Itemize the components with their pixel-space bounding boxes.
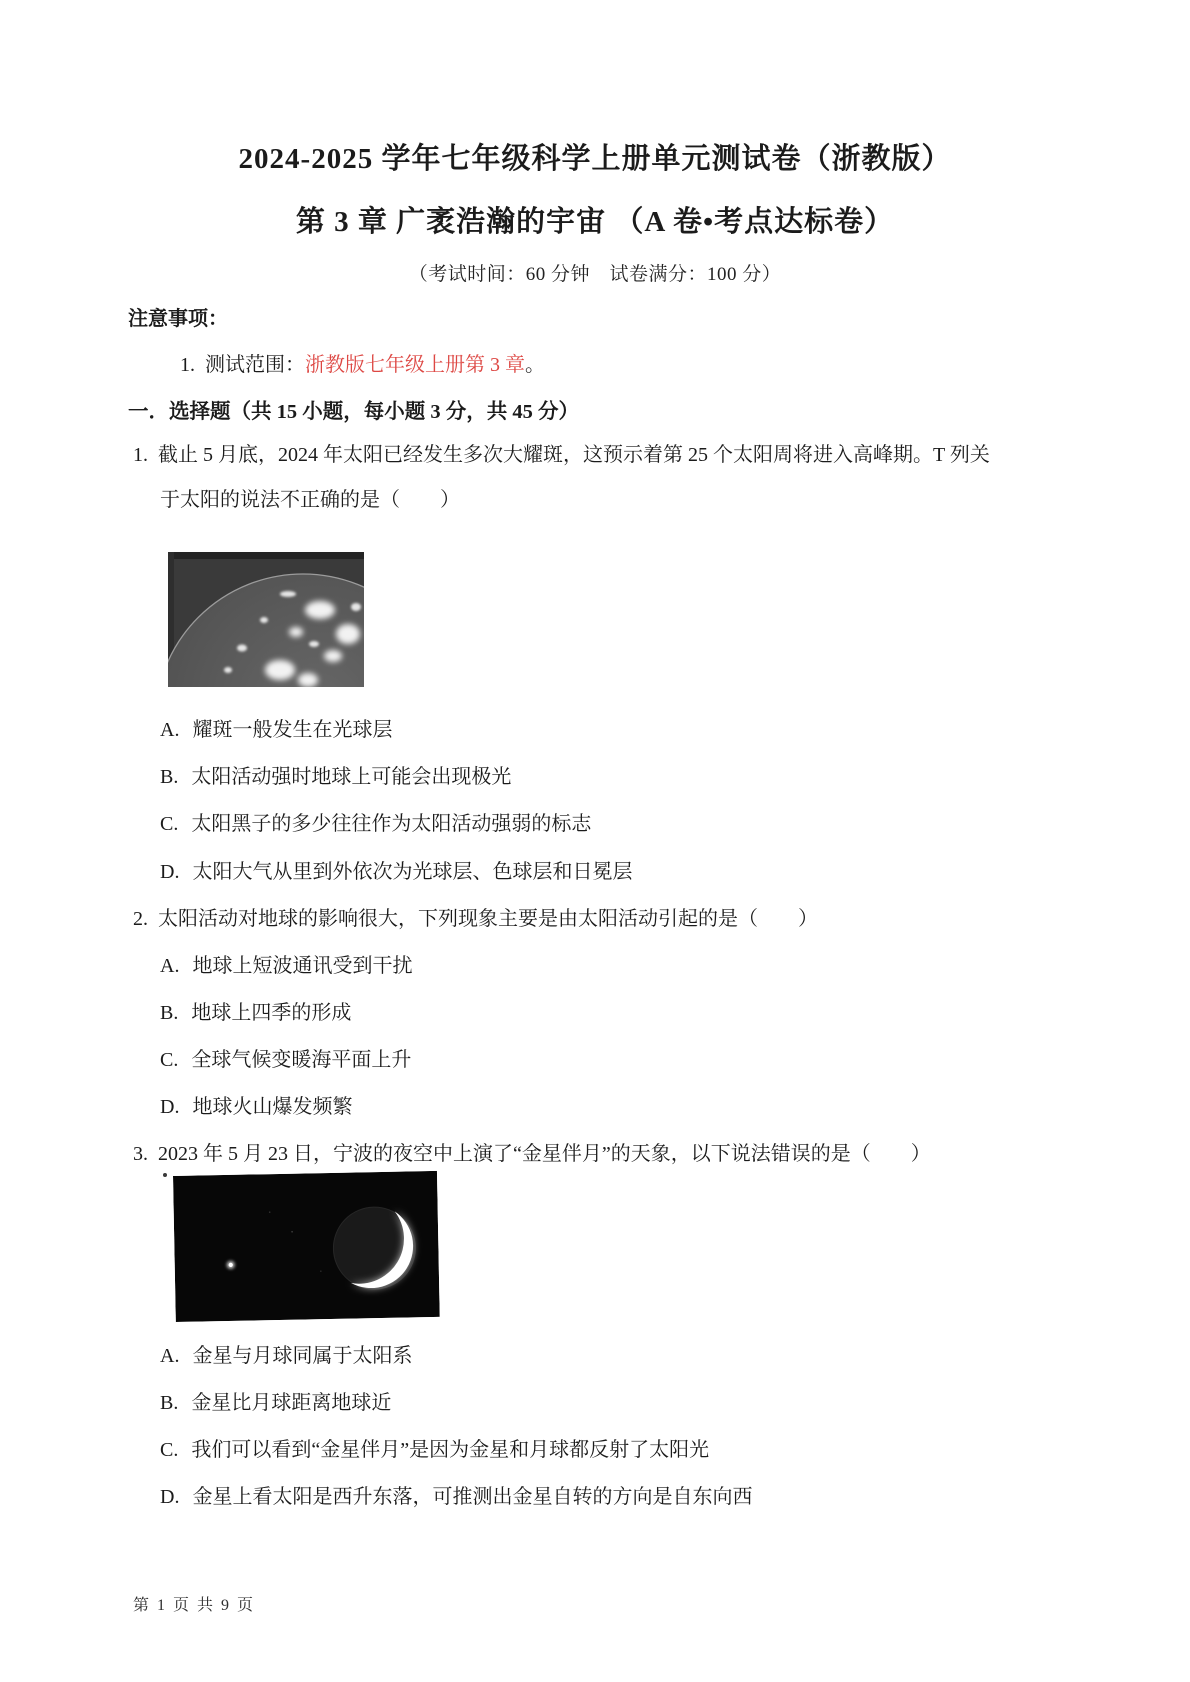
question-2-number: 2.	[133, 908, 148, 930]
question-3-number: 3.	[133, 1143, 148, 1165]
option-text: 金星比月球距离地球近	[191, 1392, 392, 1414]
note-item-1	[180, 348, 545, 377]
note-period: 。	[525, 354, 545, 376]
option-label: B.	[160, 766, 179, 788]
question-1-text: 截止 5 月底，2024 年太阳已经发生多次大耀斑，这预示着第 25 个太阳周将进入高峰期。T 列关	[158, 444, 990, 466]
photo-corner-speck	[163, 1173, 167, 1177]
page-footer: 第 1 页 共 9 页	[133, 1597, 256, 1614]
option-text: 太阳黑子的多少往往作为太阳活动强弱的标志	[191, 813, 592, 835]
question-3-option-b	[160, 1386, 391, 1415]
question-3-option-c	[160, 1433, 709, 1462]
question-1-option-a	[160, 713, 392, 742]
question-2-option-d	[160, 1090, 352, 1119]
question-2-option-b	[160, 996, 351, 1025]
question-1-option-c	[160, 807, 591, 836]
question-3-option-a	[160, 1339, 412, 1368]
option-label: A.	[160, 955, 180, 977]
notes-heading: 注意事项：	[128, 308, 228, 330]
option-text: 金星上看太阳是西升东落，可推测出金星自转的方向是自东向西	[192, 1486, 753, 1508]
option-text: 太阳大气从里到外依次为光球层、色球层和日冕层	[192, 861, 633, 883]
option-label: D.	[160, 861, 180, 883]
question-2-option-c	[160, 1043, 411, 1072]
exam-title: 2024-2025 学年七年级科学上册单元测试卷（浙教版）	[238, 143, 952, 175]
option-text: 太阳活动强时地球上可能会出现极光	[191, 766, 512, 788]
option-label: C.	[160, 1049, 179, 1071]
exam-meta: （考试时间：60 分钟 试卷满分：100 分）	[408, 264, 782, 285]
option-label: B.	[160, 1392, 179, 1414]
question-3-text: 2023 年 5 月 23 日，宁波的夜空中上演了“金星伴月”的天象，以下说法错误的是（ ）	[158, 1143, 931, 1165]
option-text: 全球气候变暖海平面上升	[191, 1049, 412, 1071]
question-1-stem-line-2: 于太阳的说法不正确的是（ ）	[160, 489, 460, 511]
question-3-option-d	[160, 1480, 752, 1509]
question-1-stem-line-1	[133, 438, 990, 467]
question-1-option-b	[160, 760, 511, 789]
option-text: 耀斑一般发生在光球层	[192, 719, 393, 741]
option-label: C.	[160, 813, 179, 835]
question-1-number: 1.	[133, 444, 148, 466]
question-2-stem	[133, 902, 818, 931]
option-text: 金星与月球同属于太阳系	[192, 1345, 413, 1367]
option-label: D.	[160, 1486, 180, 1508]
section-1-heading: 一．选择题（共 15 小题，每小题 3 分，共 45 分）	[128, 401, 579, 423]
option-label: A.	[160, 1345, 180, 1367]
option-text: 地球上四季的形成	[191, 1002, 352, 1024]
option-label: B.	[160, 1002, 179, 1024]
note-label: 测试范围：	[205, 354, 305, 376]
option-label: C.	[160, 1439, 179, 1461]
option-text: 地球上短波通讯受到干扰	[192, 955, 413, 977]
option-text: 我们可以看到“金星伴月”是因为金星和月球都反射了太阳光	[191, 1439, 710, 1461]
moon-venus-photo	[173, 1171, 440, 1322]
question-3-stem	[133, 1137, 931, 1166]
exam-subtitle: 第 3 章 广袤浩瀚的宇宙 （A 卷•考点达标卷）	[295, 206, 895, 238]
question-2-text: 太阳活动对地球的影响很大，下列现象主要是由太阳活动引起的是（ ）	[158, 908, 818, 930]
option-label: D.	[160, 1096, 180, 1118]
note-number: 1.	[180, 354, 195, 376]
question-2-option-a	[160, 949, 412, 978]
option-text: 地球火山爆发频繁	[192, 1096, 353, 1118]
question-1-option-d	[160, 855, 632, 884]
sun-flare-photo	[168, 552, 364, 687]
note-scope-highlight: 浙教版七年级上册第 3 章	[305, 354, 525, 376]
option-label: A.	[160, 719, 180, 741]
